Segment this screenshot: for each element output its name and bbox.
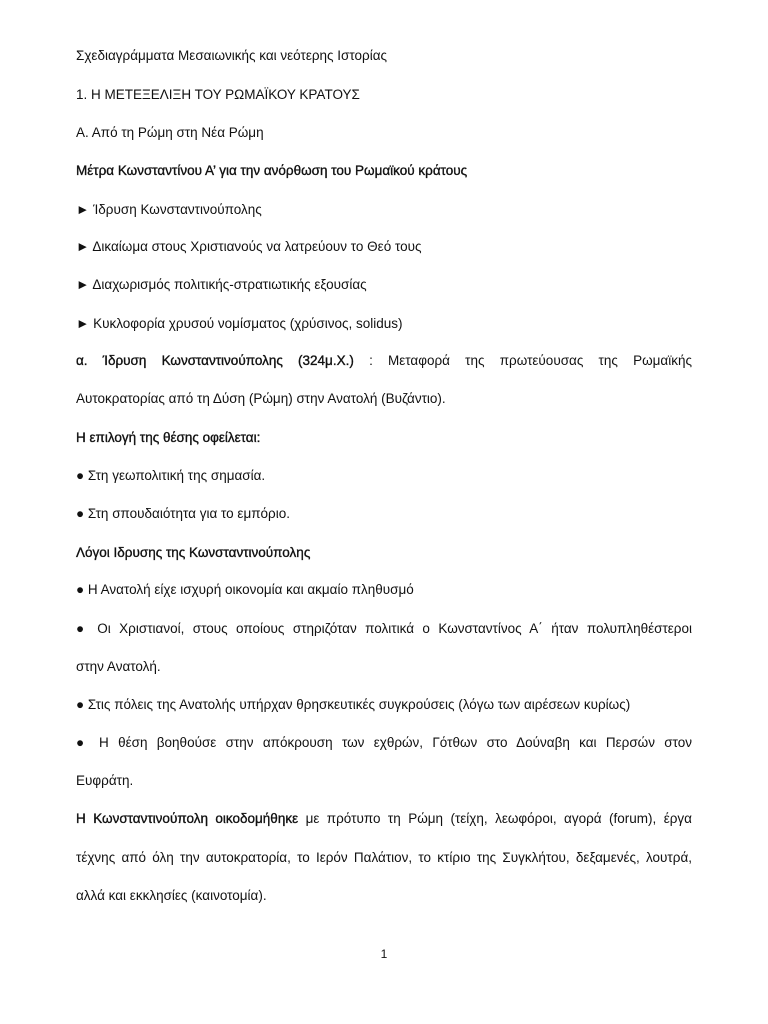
- reason-item-continuation: στην Ανατολή.: [76, 659, 161, 674]
- built-paragraph-line: αλλά και εκκλησίες (καινοτομία).: [76, 888, 267, 903]
- measure-item: ► Διαχωρισμός πολιτικής-στρατιωτικής εξουσίας: [76, 277, 367, 292]
- founding-text: : Μεταφορά της πρωτεύουσας της Ρωμαϊκής: [369, 353, 692, 368]
- section-title: Α. Από τη Ρώμη στη Νέα Ρώμη: [76, 125, 264, 140]
- built-paragraph-line: τέχνης από όλη την αυτοκρατορία, το Ιερόν Παλάτιον, το κτίριο της Συγκλήτου, δεξαμενές, λουτρά,: [76, 850, 692, 865]
- founding-label: α. Ίδρυση Κωνσταντινούπολης (324μ.Χ.): [76, 353, 354, 368]
- built-text: με πρότυπο τη Ρώμη (τείχη, λεωφόροι, αγορά (forum), έργα: [305, 811, 692, 826]
- measure-item: ► Κυκλοφορία χρυσού νομίσματος (χρύσινος, solidus): [76, 316, 403, 331]
- chapter-title: 1. Η ΜΕΤΕΞΕΛΙΞΗ ΤΟΥ ΡΩΜΑΪΚΟΥ ΚΡΑΤΟΥΣ: [76, 87, 360, 102]
- reason-item: ● Οι Χριστιανοί, στους οποίους στηριζόταν πολιτικά ο Κωνσταντίνος Α΄ ήταν πολυπληθέστεροι: [76, 621, 692, 636]
- measure-item: ► Ίδρυση Κωνσταντινούπολης: [76, 202, 262, 217]
- reasons-title: Λόγοι Ιδρυσης της Κωνσταντινούπολης: [76, 545, 311, 560]
- choice-title: Η επιλογή της θέσης οφείλεται:: [76, 430, 261, 445]
- reason-item: ● Στις πόλεις της Ανατολής υπήρχαν θρησκευτικές συγκρούσεις (λόγω των αιρέσεων κυρίως): [76, 697, 631, 712]
- founding-paragraph-line: Αυτοκρατορίας από τη Δύση (Ρώμη) στην Ανατολή (Βυζάντιο).: [76, 391, 446, 406]
- built-label: Η Κωνσταντινούπολη οικοδομήθηκε: [76, 811, 299, 826]
- reason-item: ● Η θέση βοηθούσε στην απόκρουση των εχθρών, Γότθων στο Δούναβη και Περσών στον: [76, 735, 692, 750]
- founding-paragraph-line: [76, 352, 692, 370]
- built-paragraph-line: [76, 810, 692, 828]
- reason-item: ● Η Ανατολή είχε ισχυρή οικονομία και ακμαίο πληθυσμό: [76, 582, 414, 597]
- reason-item-continuation: Ευφράτη.: [76, 773, 134, 788]
- choice-item: ● Στη σπουδαιότητα για το εμπόριο.: [76, 506, 290, 521]
- page-number: 1: [380, 947, 388, 961]
- document-heading: Σχεδιαγράμματα Μεσαιωνικής και νεότερης Ιστορίας: [76, 48, 388, 63]
- choice-item: ● Στη γεωπολιτική της σημασία.: [76, 468, 266, 483]
- measures-title: Μέτρα Κωνσταντίνου Α’ για την ανόρθωση του Ρωμαϊκού κράτους: [76, 163, 468, 178]
- measure-item: ► Δικαίωμα στους Χριστιανούς να λατρεύουν το Θεό τους: [76, 239, 422, 254]
